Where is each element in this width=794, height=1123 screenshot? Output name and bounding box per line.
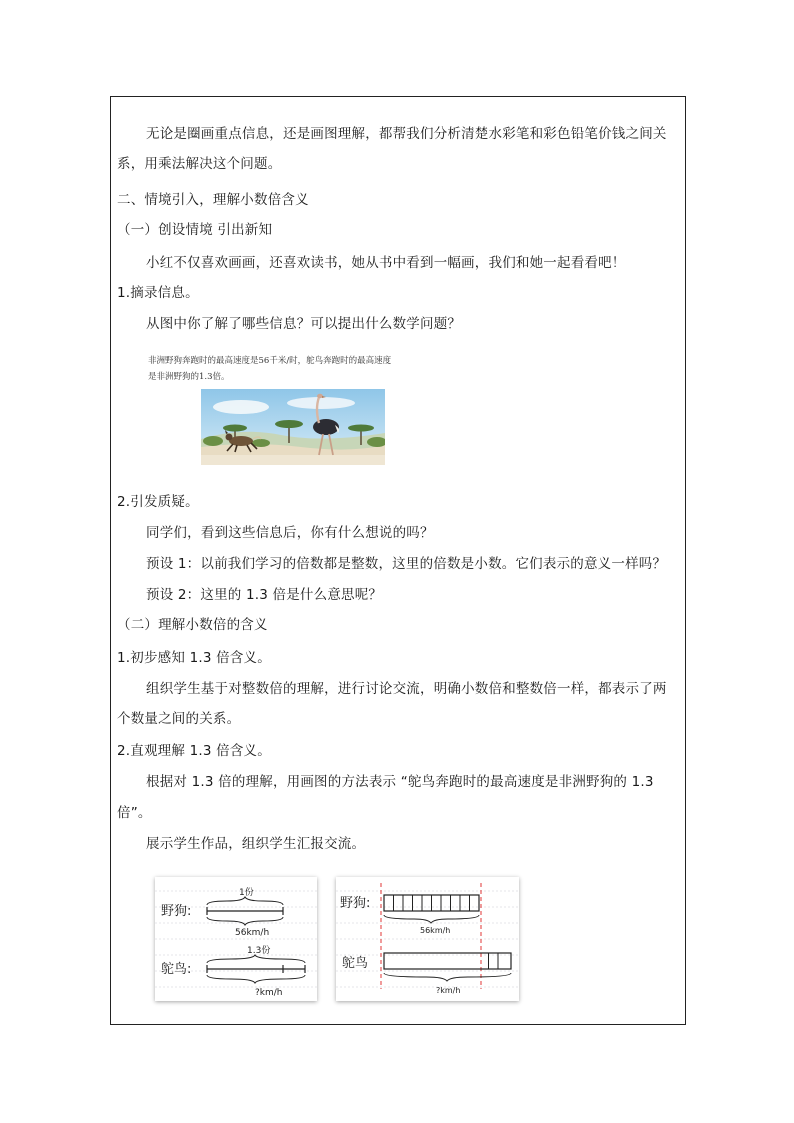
dog-label: 野狗: bbox=[340, 896, 371, 911]
ostrich-label: 鸵鸟 bbox=[342, 956, 369, 971]
dog-speed-label: 56km/h bbox=[420, 926, 451, 935]
ostrich-label: 鸵鸟: bbox=[161, 962, 192, 977]
dog-part-label: 1份 bbox=[239, 888, 254, 898]
step-heading: 1.初步感知 1.3 倍含义。 bbox=[117, 650, 271, 666]
text-line: 无论是圈画重点信息，还是画图理解，都帮我们分析清楚水彩笔和彩色铅笔价钱之间关 bbox=[146, 126, 667, 142]
step-heading: 1.摘录信息。 bbox=[117, 285, 199, 301]
dog-speed-label: 56km/h bbox=[235, 928, 270, 938]
subsection-heading: （一）创设情境 引出新知 bbox=[117, 222, 273, 238]
ostrich-part-label: 1.3份 bbox=[247, 946, 271, 956]
text-line: 预设 2：这里的 1.3 倍是什么意思呢？ bbox=[146, 587, 383, 603]
figure-caption-line: 是非洲野狗的1.3倍。 bbox=[148, 372, 230, 382]
text-line: 组织学生基于对整数倍的理解，进行讨论交流，明确小数倍和整数倍一样，都表示了两 bbox=[146, 681, 667, 697]
text-line: 小红不仅喜欢画画，还喜欢读书，她从书中看到一幅画，我们和她一起看看吧！ bbox=[146, 255, 626, 271]
text-line: 预设 1：以前我们学习的倍数都是整数，这里的倍数是小数。它们表示的意义一样吗？ bbox=[146, 556, 667, 572]
text-line: 倍”。 bbox=[117, 805, 152, 821]
dog-label: 野狗: bbox=[161, 904, 192, 919]
text-line: 同学们，看到这些信息后，你有什么想说的吗？ bbox=[146, 525, 434, 541]
section-heading: 二、情境引入，理解小数倍含义 bbox=[117, 192, 309, 208]
document-frame bbox=[110, 96, 686, 1025]
ostrich-speed-label: ?km/h bbox=[436, 986, 461, 995]
text-line: 根据对 1.3 倍的理解，用画图的方法表示 “鸵鸟奔跑时的最高速度是非洲野狗的 1.3 bbox=[146, 774, 654, 790]
text-line: 系，用乘法解决这个问题。 bbox=[117, 156, 282, 172]
step-heading: 2.直观理解 1.3 倍含义。 bbox=[117, 743, 271, 759]
text-line: 个数量之间的关系。 bbox=[117, 711, 241, 727]
student-work-right bbox=[336, 877, 519, 1001]
ostrich-speed-label: ?km/h bbox=[255, 988, 283, 998]
step-heading: 2.引发质疑。 bbox=[117, 494, 199, 510]
savanna-illustration bbox=[201, 389, 385, 465]
text-line: 从图中你了解了哪些信息？可以提出什么数学问题？ bbox=[146, 316, 462, 332]
student-work-left bbox=[155, 877, 317, 1001]
figure-caption-line: 非洲野狗奔跑时的最高速度是56千米/时，鸵鸟奔跑时的最高速度 bbox=[148, 356, 392, 366]
text-line: 展示学生作品，组织学生汇报交流。 bbox=[146, 836, 366, 852]
subsection-heading: （二）理解小数倍的含义 bbox=[117, 617, 268, 633]
